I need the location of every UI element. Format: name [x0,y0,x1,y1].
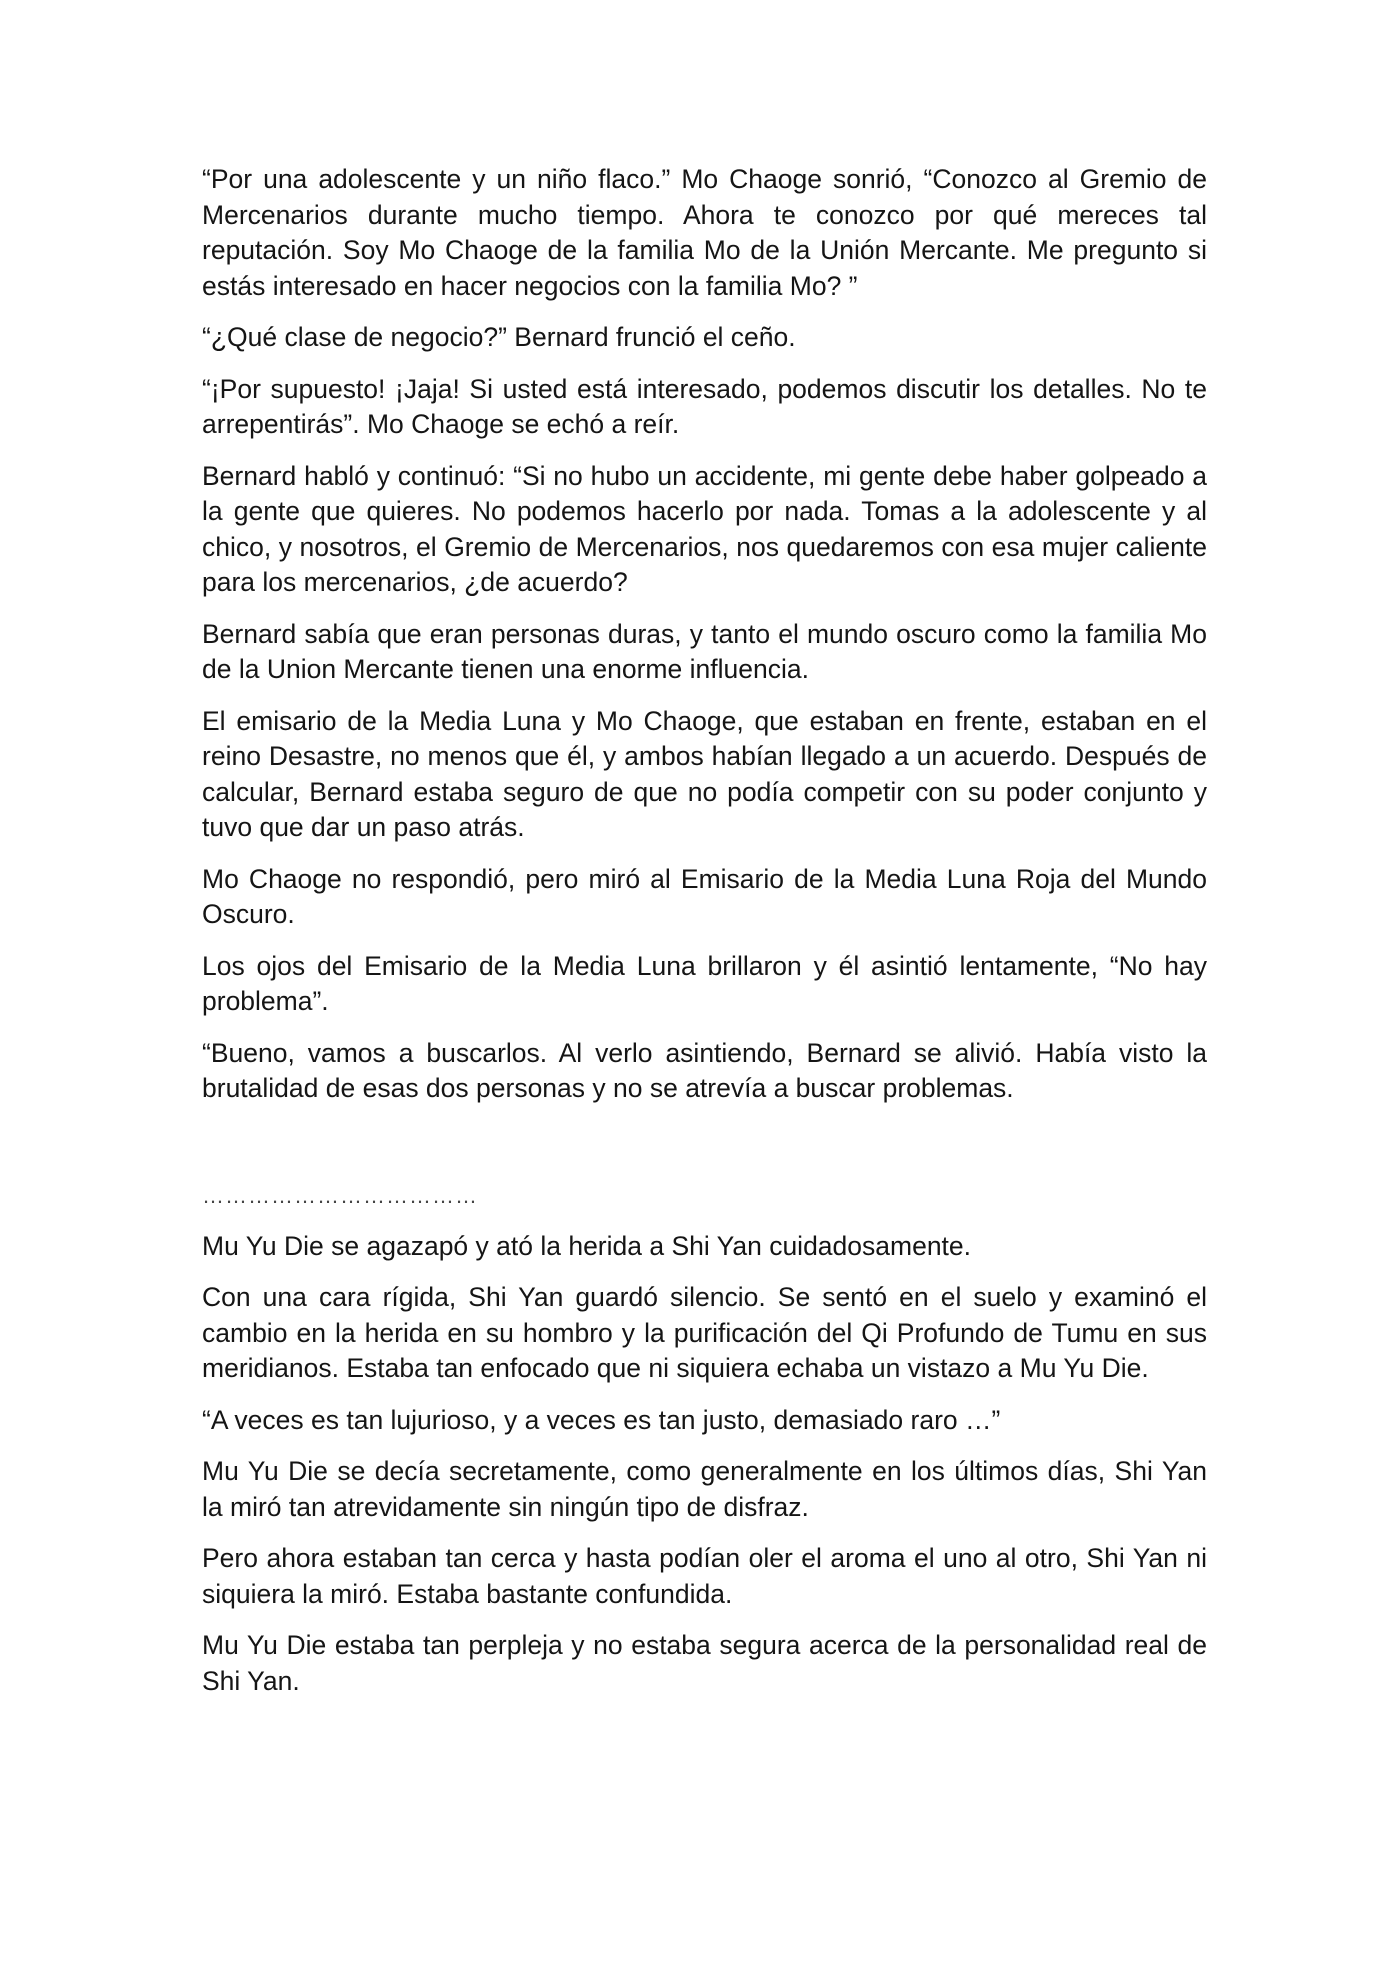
paragraph: Mo Chaoge no respondió, pero miró al Emisario de la Media Luna Roja del Mundo Oscuro. [202,863,1207,929]
paragraph: “¡Por supuesto! ¡Jaja! Si usted está interesado, podemos discutir los detalles. No te arrepentirás”. Mo Chaoge se echó a reír. [202,373,1207,439]
paragraph: Mu Yu Die se agazapó y ató la herida a Shi Yan cuidadosamente. [202,1230,972,1261]
section-separator: ……………………………… [202,1182,478,1208]
paragraph: Con una cara rígida, Shi Yan guardó silencio. Se sentó en el suelo y examinó el cambio en la herida en su hombro y la purificación del Qi Profundo de Tumu en sus meridianos. Estaba tan enfocado que ni siquiera echaba un vistazo a Mu Yu Die. [202,1282,1207,1383]
paragraph: Bernard habló y continuó: “Si no hubo un accidente, mi gente debe haber golpeado a la gente que quieres. No podemos hacerlo por nada. Tomas a la adolescente y al chico, y nosotros, el Gremio de Mercenarios, nos quedaremos con esa mujer caliente para los mercenarios, ¿de acuerdo? [202,460,1207,597]
paragraph: “¿Qué clase de negocio?” Bernard frunció el ceño. [202,322,796,352]
paragraph: Pero ahora estaban tan cerca y hasta podían oler el aroma el uno al otro, Shi Yan ni siquiera la miró. Estaba bastante confundida. [202,1543,1207,1609]
paragraph: Los ojos del Emisario de la Media Luna brillaron y él asintió lentamente, “No hay problema”. [202,950,1207,1016]
document-body [202,162,1207,1715]
paragraph: Mu Yu Die se decía secretamente, como generalmente en los últimos días, Shi Yan la miró tan atrevidamente sin ningún tipo de disfraz. [202,1456,1207,1522]
paragraph: Bernard sabía que eran personas duras, y tanto el mundo oscuro como la familia Mo de la Union Mercante tienen una enorme influencia. [202,618,1207,684]
section-gap [202,1123,1207,1181]
paragraph: “Bueno, vamos a buscarlos. Al verlo asintiendo, Bernard se alivió. Había visto la brutalidad de esas dos personas y no se atrevía a buscar problemas. [202,1037,1207,1103]
paragraph: El emisario de la Media Luna y Mo Chaoge, que estaban en frente, estaban en el reino Desastre, no menos que él, y ambos habían llegado a un acuerdo. Después de calcular, Bernard estaba seguro de que no podía competir con su poder conjunto y tuvo que dar un paso atrás. [202,705,1207,842]
paragraph: Mu Yu Die estaba tan perpleja y no estaba segura acerca de la personalidad real de Shi Yan. [202,1630,1207,1696]
paragraph: “Por una adolescente y un niño flaco.” Mo Chaoge sonrió, “Conozco al Gremio de Mercenarios durante mucho tiempo. Ahora te conozco por qué mereces tal reputación. Soy Mo Chaoge de la familia Mo de la Unión Mercante. Me pregunto si estás interesado en hacer negocios con la familia Mo? ” [202,164,1207,301]
paragraph: “A veces es tan lujurioso, y a veces es tan justo, demasiado raro …” [202,1404,1001,1435]
